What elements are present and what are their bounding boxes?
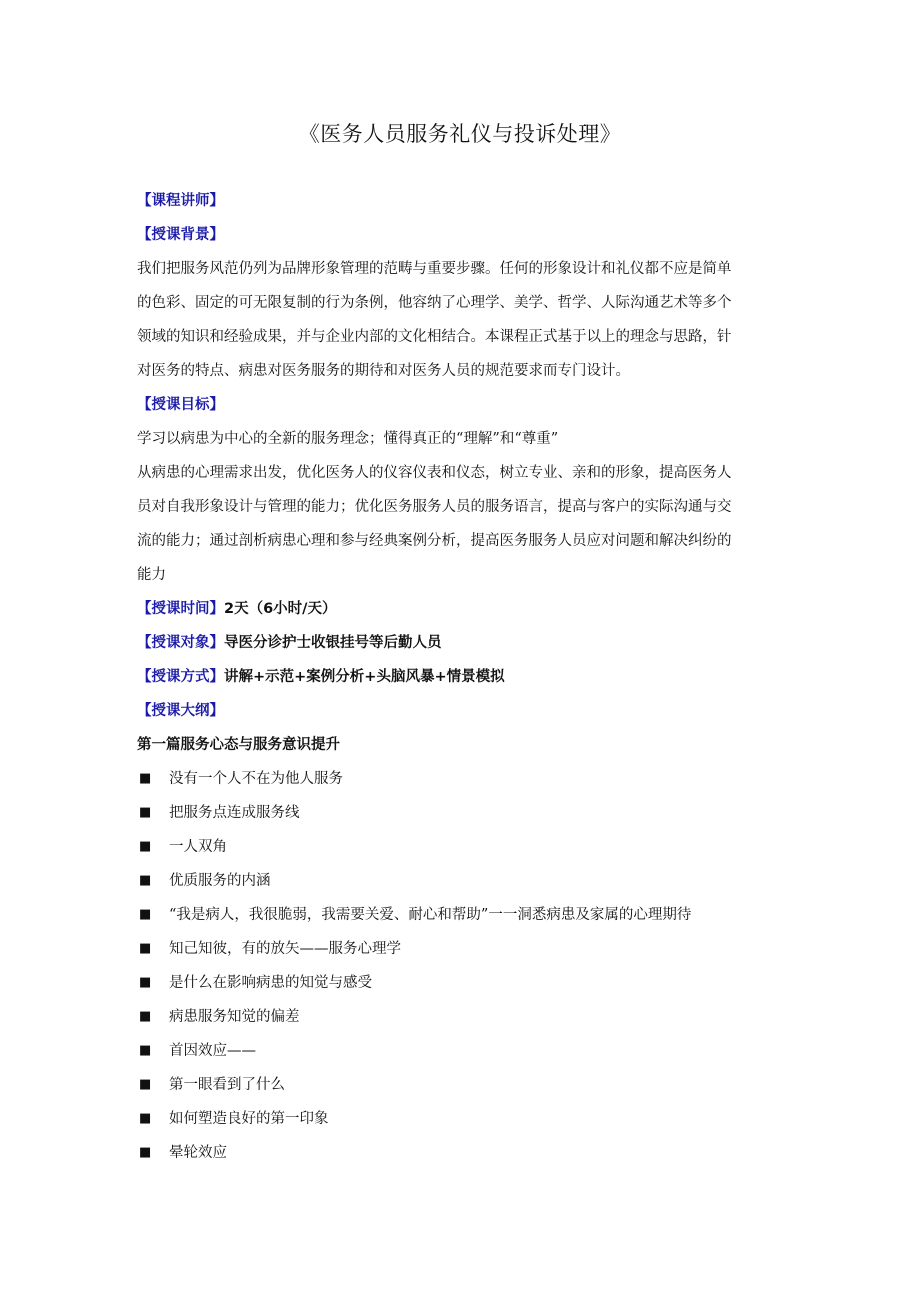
document-title: 《医务人员服务礼仪与投诉处理》 (298, 122, 622, 146)
outline-item: 晕轮效应 (169, 1145, 227, 1161)
outline-heading: 【授课大纲】 (137, 703, 224, 719)
goal-line: 能力 (137, 567, 166, 583)
part1-title: 第一篇服务心态与服务意识提升 (137, 737, 340, 753)
bullet-square-icon: ■ (139, 975, 152, 990)
goal-line: 流的能力；通过剖析病患心理和参与经典案例分析，提高医务服务人员应对问题和解决纠纷的 (137, 533, 732, 549)
outline-item: 是什么在影响病患的知觉与感受 (169, 975, 372, 991)
time-label: 【授课时间】 (137, 601, 224, 617)
goal-line: 员对自我形象设计与管理的能力；优化医务服务人员的服务语言，提高与客户的实际沟通与交 (137, 499, 732, 515)
outline-item: 没有一个人不在为他人服务 (169, 771, 343, 787)
outline-item: “我是病人，我很脆弱，我需要关爱、耐心和帮助”一一洞悉病患及家属的心理期待 (169, 907, 692, 923)
time-row (137, 599, 787, 619)
background-line: 领域的知识和经验成果，并与企业内部的文化相结合。本课程正式基于以上的理念与思路，针 (137, 329, 732, 345)
goal-line: 学习以病患为中心的全新的服务理念；懂得真正的“理解”和“尊重” (137, 431, 559, 447)
method-label: 【授课方式】 (137, 669, 224, 685)
background-line: 的色彩、固定的可无限复制的行为条例，他容纳了心理学、美学、哲学、人际沟通艺术等多个 (137, 295, 732, 311)
lecturer-heading: 【课程讲师】 (137, 193, 224, 209)
bullet-square-icon: ■ (139, 1077, 152, 1092)
background-line: 对医务的特点、病患对医务服务的期待和对医务人员的规范要求而专门设计。 (137, 363, 630, 379)
bullet-square-icon: ■ (139, 1111, 152, 1126)
background-heading: 【授课背景】 (137, 227, 224, 243)
outline-item: 优质服务的内涵 (169, 873, 271, 889)
outline-item: 首因效应—— (169, 1043, 256, 1059)
goal-heading: 【授课目标】 (137, 397, 224, 413)
bullet-square-icon: ■ (139, 1043, 152, 1058)
outline-item: 一人双角 (169, 839, 227, 855)
bullet-square-icon: ■ (139, 1145, 152, 1160)
bullet-square-icon: ■ (139, 839, 152, 854)
bullet-square-icon: ■ (139, 1009, 152, 1024)
audience-label: 【授课对象】 (137, 635, 224, 651)
outline-item: 如何塑造良好的第一印象 (169, 1111, 329, 1127)
audience-value: 导医分诊护士收银挂号等后勤人员 (224, 635, 442, 651)
method-row (137, 667, 787, 687)
goal-line: 从病患的心理需求出发，优化医务人的仪容仪表和仪态，树立专业、亲和的形象，提高医务人 (137, 465, 732, 481)
time-value: 2天（6小时/天） (224, 601, 337, 617)
background-line: 我们把服务风范仍列为品牌形象管理的范畴与重要步骤。任何的形象设计和礼仪都不应是简单 (137, 261, 732, 277)
audience-row (137, 633, 787, 653)
bullet-square-icon: ■ (139, 873, 152, 888)
bullet-square-icon: ■ (139, 805, 152, 820)
bullet-square-icon: ■ (139, 907, 152, 922)
bullet-square-icon: ■ (139, 941, 152, 956)
method-value: 讲解+示范+案例分析+头脑风暴+情景模拟 (224, 669, 505, 685)
outline-item: 第一眼看到了什么 (169, 1077, 285, 1093)
outline-item: 病患服务知觉的偏差 (169, 1009, 300, 1025)
outline-item: 把服务点连成服务线 (169, 805, 300, 821)
bullet-square-icon: ■ (139, 771, 152, 786)
outline-item: 知己知彼，有的放矢——服务心理学 (169, 941, 401, 957)
